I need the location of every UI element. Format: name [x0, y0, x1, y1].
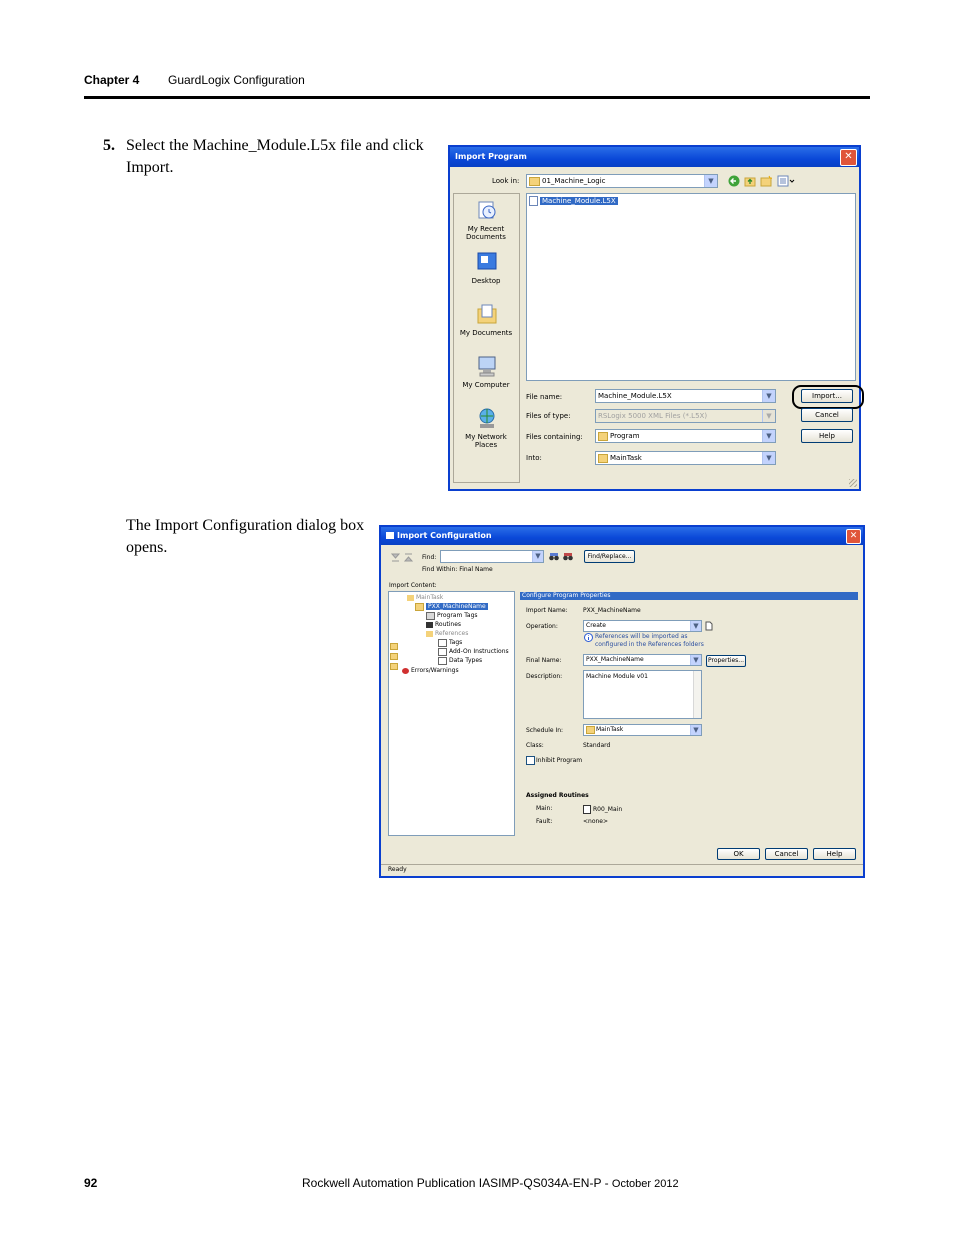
info-icon: [584, 633, 593, 642]
publication-line: Rockwell Automation Publication IASIMP-QS034A-EN-P - October 2012: [302, 1176, 679, 1190]
look-in-value: 01_Machine_Logic: [542, 177, 606, 185]
folder-icon: [407, 595, 414, 601]
my-computer-icon[interactable]: [476, 355, 498, 377]
chevron-down-icon[interactable]: ▼: [690, 725, 701, 735]
up-folder-icon[interactable]: [744, 175, 756, 187]
properties-button[interactable]: Properties...: [706, 655, 746, 667]
chevron-down-icon[interactable]: ▼: [762, 452, 775, 464]
file-name-value: Machine_Module.L5X: [598, 392, 672, 400]
find-input[interactable]: [440, 550, 544, 563]
chapter-title: GuardLogix Configuration: [168, 73, 305, 87]
files-containing-label: Files containing:: [526, 433, 583, 441]
chevron-down-icon[interactable]: ▼: [690, 655, 701, 665]
fault-value: <none>: [583, 818, 609, 825]
close-icon[interactable]: ✕: [840, 149, 857, 166]
task-icon: [586, 726, 595, 734]
header-rule: [84, 96, 870, 99]
new-folder-icon[interactable]: [760, 175, 772, 187]
my-documents-icon[interactable]: [476, 303, 498, 325]
folder-icon: [390, 643, 398, 650]
class-label: Class:: [526, 742, 544, 749]
find-within-label: Find Within: Final Name: [422, 566, 493, 573]
files-of-type-value: RSLogix 5000 XML Files (*.L5X): [598, 412, 708, 420]
place-my-computer[interactable]: My Computer: [462, 381, 510, 389]
tree-errors[interactable]: Errors/Warnings: [402, 666, 459, 675]
tree-data-types[interactable]: Data Types: [438, 656, 482, 665]
find-binoculars-icon[interactable]: [549, 552, 559, 561]
file-list[interactable]: [526, 193, 856, 381]
routines-icon: [426, 622, 433, 628]
find-all-icon[interactable]: [563, 552, 573, 561]
inhibit-checkbox[interactable]: [526, 756, 535, 765]
files-of-type-select: [595, 409, 776, 423]
files-containing-value: Program: [610, 432, 640, 440]
place-network[interactable]: My Network Places: [465, 433, 507, 449]
find-label: Find:: [422, 554, 437, 561]
chevron-down-icon[interactable]: ▼: [762, 390, 775, 402]
find-replace-button[interactable]: Find/Replace...: [584, 550, 635, 563]
main-label: Main:: [536, 805, 553, 812]
chapter-label: Chapter 4: [84, 73, 140, 87]
import-program-dialog: [448, 145, 861, 491]
tree-references[interactable]: References: [426, 629, 468, 638]
tree-tags[interactable]: Tags: [438, 638, 462, 647]
tree-program[interactable]: PXX_MachineName: [415, 602, 488, 611]
close-icon[interactable]: ✕: [846, 529, 861, 544]
chevron-down-icon[interactable]: ▼: [762, 430, 775, 442]
description-label: Description:: [526, 673, 563, 680]
chevron-down-icon[interactable]: ▼: [704, 175, 717, 187]
step-text: Select the Machine_Module.L5x file and click Import.: [126, 137, 424, 176]
status-text: Ready: [388, 866, 407, 873]
references-note: References will be imported as configured in the References folders: [595, 633, 704, 648]
description-textarea[interactable]: Machine Module v01: [583, 670, 702, 719]
file-item[interactable]: [529, 196, 618, 206]
cancel-button[interactable]: Cancel: [801, 408, 853, 422]
main-value: R00_Main: [583, 805, 622, 814]
help-button[interactable]: Help: [813, 848, 856, 860]
tree-aoi[interactable]: Add-On Instructions: [438, 647, 509, 656]
desktop-icon[interactable]: [476, 251, 498, 273]
back-icon[interactable]: [728, 175, 740, 187]
folder-icon: [390, 663, 398, 670]
import-config-title: Import Configuration: [381, 527, 863, 545]
program-folder-icon: [415, 603, 424, 611]
tree-routines[interactable]: Routines: [426, 620, 461, 629]
import-config-dialog: [379, 525, 865, 878]
final-name-label: Final Name:: [526, 657, 562, 664]
place-my-documents[interactable]: My Documents: [459, 329, 513, 337]
find-next-icon[interactable]: [404, 553, 413, 562]
resize-grip[interactable]: [849, 479, 857, 487]
error-icon: [402, 668, 409, 674]
folder-icon: [529, 177, 540, 186]
files-of-type-label: Files of type:: [526, 412, 571, 420]
data-types-icon: [438, 657, 447, 665]
find-prev-icon[interactable]: [391, 553, 400, 562]
chevron-down-icon[interactable]: ▼: [532, 551, 543, 562]
file-name-input[interactable]: [595, 389, 776, 403]
import-content-label: Import Content:: [389, 582, 437, 589]
routine-icon: [583, 805, 591, 814]
folder-icon: [426, 631, 433, 637]
body-paragraph: The Import Configuration dialog box opens.: [126, 517, 365, 556]
import-content-tree[interactable]: [388, 591, 515, 836]
network-places-icon[interactable]: [476, 407, 498, 429]
file-icon: [529, 196, 538, 206]
section-title: Configure Program Properties: [522, 592, 611, 599]
schedule-in-select[interactable]: MainTask ▼: [583, 724, 702, 736]
aoi-icon: [438, 648, 447, 656]
page-number: 92: [84, 1176, 98, 1190]
program-icon: [598, 432, 608, 441]
tags-icon: [438, 639, 447, 647]
scrollbar[interactable]: [693, 671, 701, 718]
file-item-name: Machine_Module.L5X: [542, 197, 616, 205]
look-in-label: Look in:: [492, 177, 520, 185]
tags-icon: [426, 612, 435, 620]
tree-maintask[interactable]: MainTask: [407, 593, 443, 602]
chevron-down-icon: ▼: [762, 410, 775, 422]
class-value: Standard: [583, 742, 611, 749]
chevron-down-icon[interactable]: ▼: [690, 621, 701, 631]
files-containing-select[interactable]: [595, 429, 776, 443]
ok-button[interactable]: OK: [717, 848, 760, 860]
into-label: Into:: [526, 454, 542, 462]
into-value: MainTask: [610, 454, 642, 462]
cancel-button[interactable]: Cancel: [765, 848, 808, 860]
task-icon: [598, 454, 608, 463]
look-in-combo[interactable]: [526, 174, 718, 188]
into-select[interactable]: [595, 451, 776, 465]
help-button[interactable]: Help: [801, 429, 853, 443]
recent-documents-icon[interactable]: [476, 199, 498, 221]
step-number: 5.: [103, 137, 115, 154]
inhibit-label: Inhibit Program: [536, 757, 583, 764]
window-icon: [386, 532, 394, 539]
view-menu-icon[interactable]: [777, 175, 795, 187]
operation-label: Operation:: [526, 623, 558, 630]
operation-select[interactable]: Create ▼: [583, 620, 702, 632]
final-name-input[interactable]: PXX_MachineName ▼: [583, 654, 702, 666]
document-icon[interactable]: [705, 621, 713, 631]
assigned-routines-label: Assigned Routines: [526, 792, 589, 799]
fault-label: Fault:: [536, 818, 553, 825]
tree-program-tags[interactable]: Program Tags: [426, 611, 478, 620]
status-bar: [381, 864, 863, 877]
import-button[interactable]: Import...: [801, 389, 853, 403]
import-name-value: PXX_MachineName: [583, 607, 641, 614]
schedule-in-label: Schedule In:: [526, 727, 564, 734]
place-desktop[interactable]: Desktop: [471, 277, 501, 285]
place-recent[interactable]: My Recent Documents: [466, 225, 506, 241]
file-name-label: File name:: [526, 393, 563, 401]
import-name-label: Import Name:: [526, 607, 568, 614]
folder-icon: [390, 653, 398, 660]
import-program-title: Import Program: [450, 147, 859, 167]
